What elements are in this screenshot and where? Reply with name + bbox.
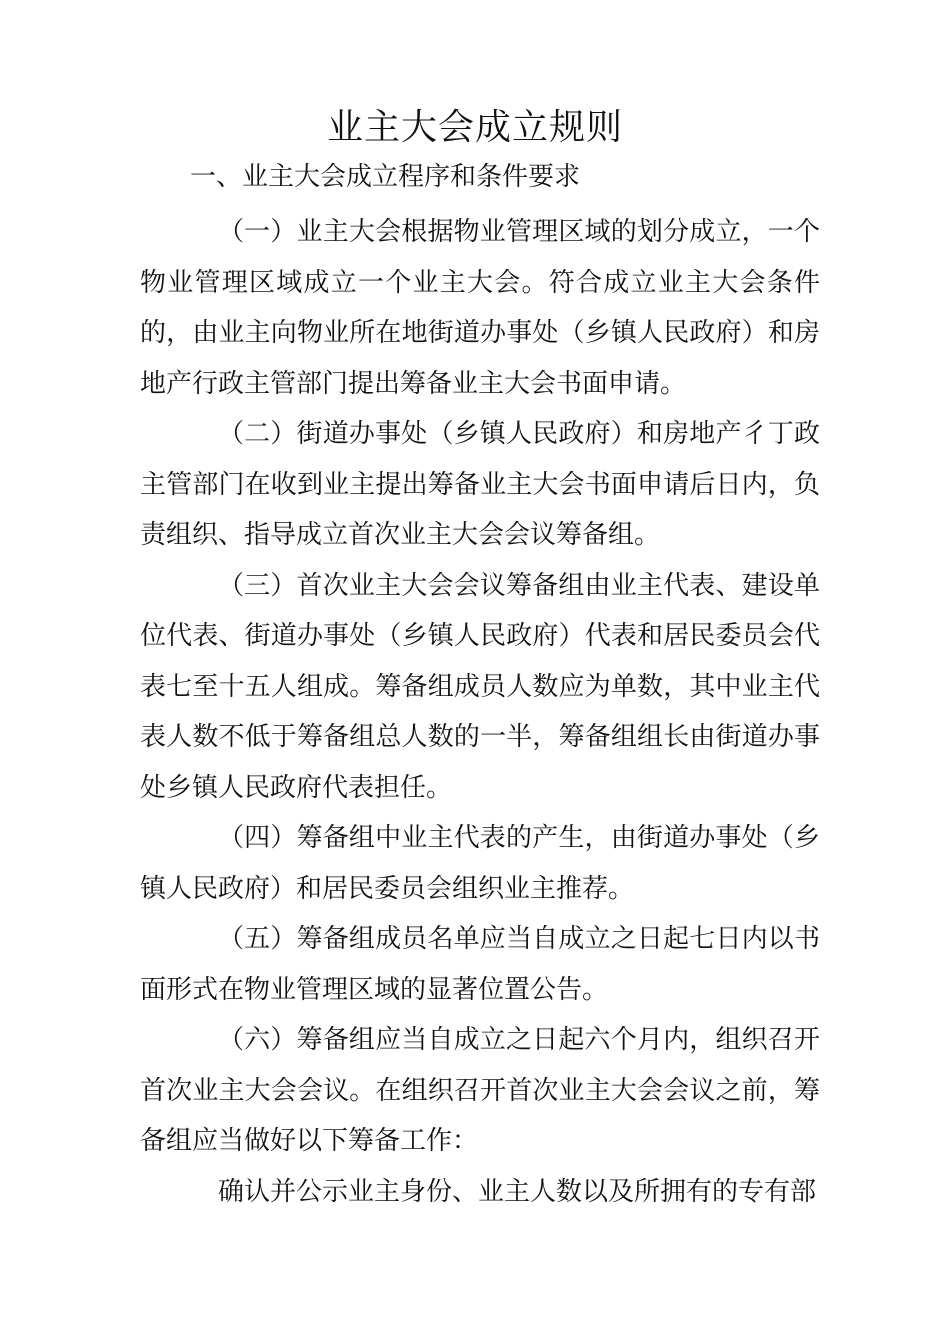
section-heading: 一、业主大会成立程序和条件要求: [190, 162, 581, 192]
document-body: [140, 207, 820, 1217]
paragraph-4: （四）筹备组中业主代表的产生，由街道办事处（乡镇人民政府）和居民委员会组织业主推荐。: [140, 823, 820, 904]
paragraph-7: 确认并公示业主身份、业主人数以及所拥有的专有部: [218, 1176, 817, 1207]
document-title: 业主大会成立规则: [326, 107, 623, 148]
paragraph-3: （三）首次业主大会会议筹备组由业主代表、建设单位代表、街道办事处（乡镇人民政府）代表和居民委员会代表七至十五人组成。筹备组成员人数应为单数，其中业主代表人数不低于筹备组总人数的一半，筹备组组长由街道办事处乡镇人民政府代表担任。: [140, 570, 820, 803]
paragraph-6: （六）筹备组应当自成立之日起六个月内，组织召开首次业主大会会议。在组织召开首次业主大会会议之前，筹备组应当做好以下筹备工作：: [140, 1025, 820, 1156]
paragraph-2: （二）街道办事处（乡镇人民政府）和房地产彳丁政主管部门在收到业主提出筹备业主大会书面申请后日内，负责组织、指导成立首次业主大会会议筹备组。: [140, 419, 820, 550]
paragraph-1: （一）业主大会根据物业管理区域的划分成立，一个物业管理区域成立一个业主大会。符合成立业主大会条件的，由业主向物业所在地街道办事处（乡镇人民政府）和房地产行政主管部门提出筹备业主大会书面申请。: [140, 217, 820, 399]
paragraph-5: （五）筹备组成员名单应当自成立之日起七日内以书面形式在物业管理区域的显著位置公告。: [140, 924, 820, 1005]
